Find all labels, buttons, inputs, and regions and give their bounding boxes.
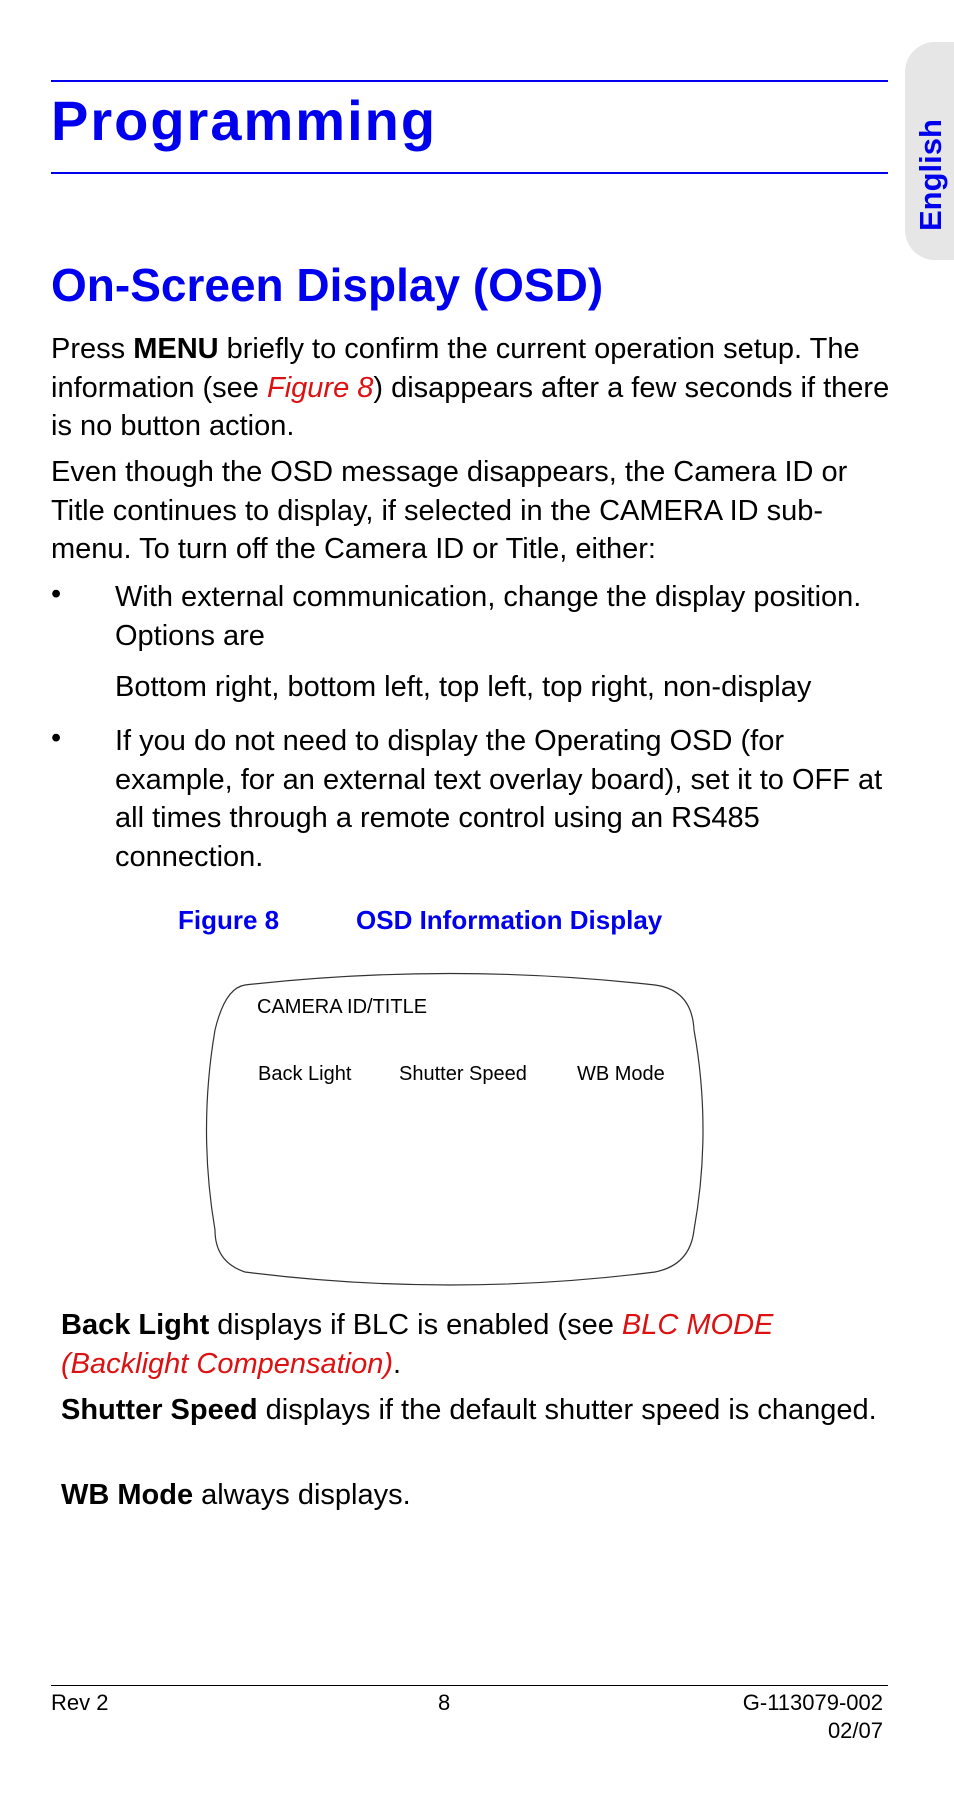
footer-doc-number: G-113079-002 [742,1690,883,1715]
footer-rule [51,1685,888,1686]
page-title: Programming [51,89,438,152]
bullet-marker: • [51,722,62,754]
note-shutter-speed-term: Shutter Speed [61,1394,258,1426]
footer-revision: Rev 2 [51,1690,109,1715]
p1-text-b: briefly to confirm the current operation setup. The information (see [51,333,860,404]
menu-keyword: MENU [133,333,219,365]
osd-persist-paragraph: Even though the OSD message disappears, the Camera ID or Title continues to display, if selected in the CAMERA ID sub-menu. To turn off the Camera ID or Title, either: [51,456,848,565]
note-wb-mode-text: always displays. [193,1479,411,1511]
footer-page-number: 8 [438,1690,451,1715]
note-wb-mode-term: WB Mode [61,1479,194,1511]
note-back-light [61,1306,901,1383]
figure-8-link[interactable]: Figure 8 [267,371,374,404]
blc-mode-link[interactable]: BLC MODE (Backlight Compensation) [61,1309,774,1380]
footer-date: 02/07 [827,1718,883,1743]
note-wb-mode [61,1476,901,1515]
language-tab-label: English [913,119,948,231]
osd-shutter-speed: Shutter Speed [399,1063,527,1085]
osd-back-light: Back Light [258,1063,352,1085]
note-shutter-speed-text: displays if the default shutter speed is changed. [257,1394,877,1426]
bullet-operating-osd: If you do not need to display the Operating OSD (for example, for an external text overlay board), set it to OFF at all times through a remote control using an RS485 connection. [115,725,883,873]
osd-wb-mode: WB Mode [577,1063,665,1085]
note-back-light-text: displays if BLC is enabled (see [209,1309,622,1341]
note-shutter-speed [61,1391,901,1430]
p1-text-a: Press [51,333,134,365]
osd-camera-id: CAMERA ID/TITLE [257,996,428,1018]
figure-number: Figure 8 [178,905,280,935]
bullet-marker: • [51,578,62,610]
p1-text-c: ) disappears after a few seconds if there is no button action. [51,371,890,442]
note-back-light-end: . [393,1347,402,1380]
section-heading: On-Screen Display (OSD) [51,259,604,311]
bullet-external-communication: With external communication, change the display position. Options are [115,581,862,652]
display-position-options: Bottom right, bottom left, top left, top right, non-display [115,671,812,703]
note-back-light-term: Back Light [61,1309,210,1341]
figure-title: OSD Information Display [356,905,663,935]
